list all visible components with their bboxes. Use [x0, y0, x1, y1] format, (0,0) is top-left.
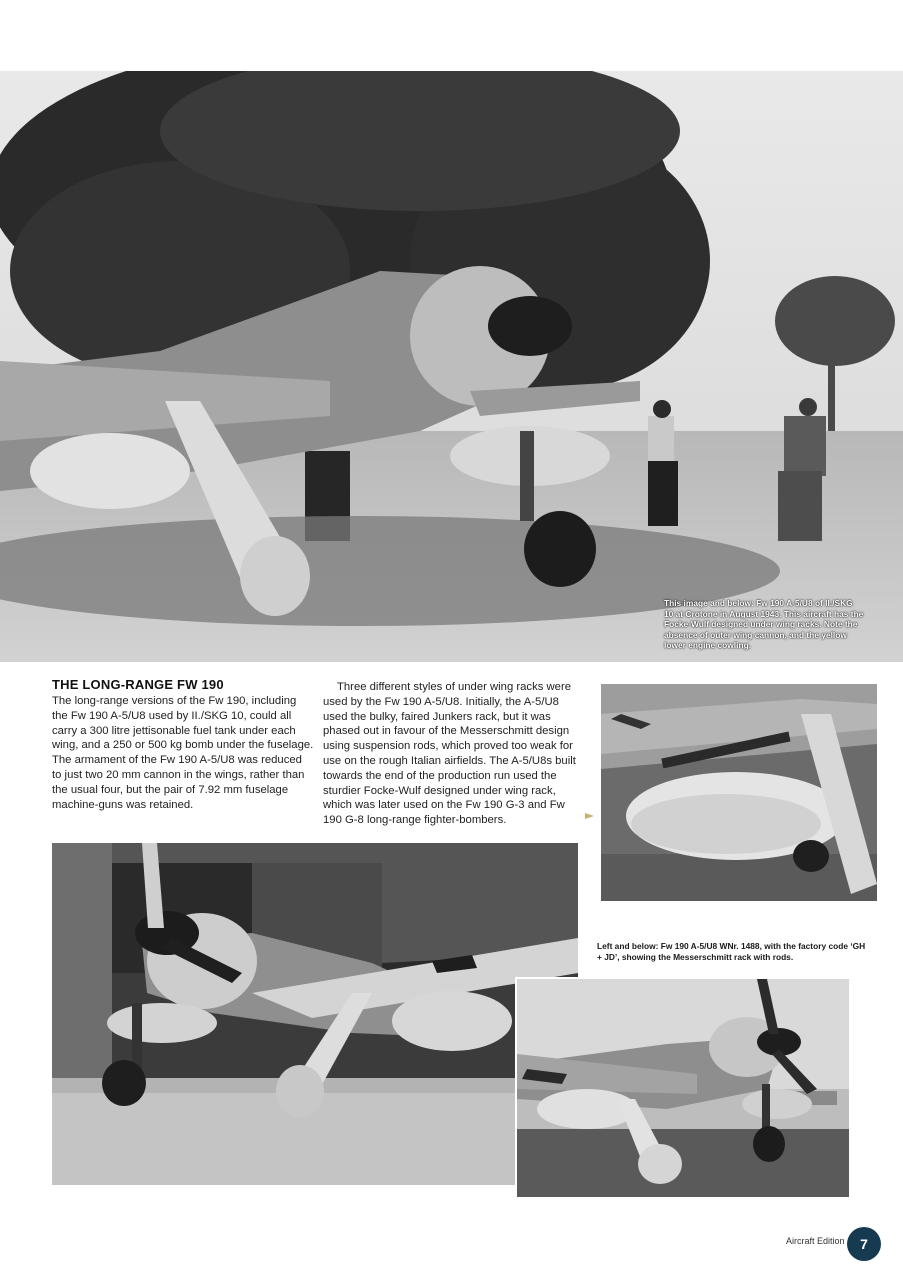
article-paragraph-2-text: Three different styles of under wing racks were used by the Fw 190 A-5/U8. Initially, the A-5/U8 used the bulky, faired Junkers rack, but it was phased out in favour of the Messerschmitt design using suspension rods, which proved too weak for use on the rough Italian airfields. The A-5/U8s built towards the end of the production run used the sturdier Focke-Wulf designed under wing rack, which was later used on the Fw 190 G-3 and Fw 190 G-8 long-range fighter-bombers. [323, 681, 576, 827]
photo-fw190-hangar [52, 843, 578, 1185]
photo-hangar-image [52, 843, 578, 1185]
caption-right-photo: Left and below: Fw 190 A-5/U8 WNr. 1488, with the factory code ‘GH + JD’, showing the Messerschmitt rack with rods. [597, 941, 866, 962]
photo-top-fw190-under-trees [0, 71, 903, 662]
caption-top-photo: This image and below: Fw 190 A-5/U8 of II./SKG 10 at Crotone in August 1943. This aircraft has the Focke-Wulf designed under wing racks. Note the absence of outer wing cannon, and the yellow lower engine cowling. [664, 598, 864, 650]
article-heading: THE LONG-RANGE FW 190 [52, 677, 224, 692]
article-paragraph-2 [323, 680, 581, 828]
photo-wing-rack-closeup [601, 684, 877, 901]
photo-top-image [0, 71, 903, 662]
footer-publication: Aircraft Edition [786, 1236, 845, 1246]
photo-rack-image [601, 684, 877, 901]
photo-field-image [517, 979, 849, 1197]
article-paragraph-1: The long-range versions of the Fw 190, including the Fw 190 A-5/U8 used by II./SKG 10, could all carry a 300 litre jettisonable fuel tank under each wing, and a 250 or 500 kg bomb under the fuselage. The armament of the Fw 190 A-5/U8 was reduced to just two 20 mm cannon in the wings, rather than the usual four, but the pair of 7.92 mm fuselage machine-guns was retained. [52, 695, 314, 811]
page-number-badge: 7 [847, 1227, 881, 1261]
caption-pointer-arrow-icon [585, 813, 594, 819]
photo-fw190-airfield [517, 979, 849, 1197]
